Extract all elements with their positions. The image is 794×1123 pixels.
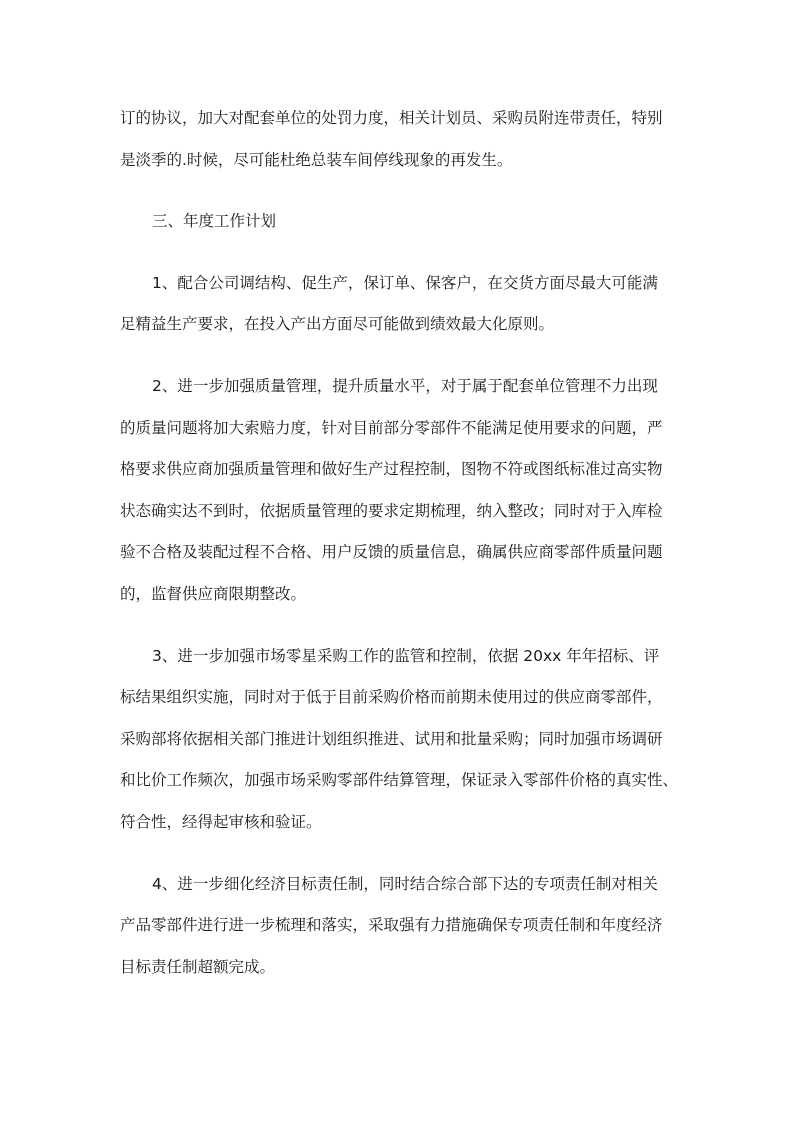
plan-item-3-line: 3、进一步加强市场零星采购工作的监管和控制，依据 20xx 年年招标、评 — [152, 647, 660, 665]
plan-item-3-line: 符合性，经得起审核和验证。 — [120, 813, 322, 831]
plan-item-3-line: 和比价工作频次，加强市场采购零部件结算管理，保证录入零部件价格的真实性、 — [120, 771, 679, 789]
section-heading: 三、年度工作计划 — [152, 212, 277, 230]
paragraph-line: 订的协议，加大对配套单位的处罚力度，相关计划员、采购员附连带责任，特别 — [120, 109, 663, 127]
paragraph-line: 是淡季的.时候，尽可能杜绝总装车间停线现象的再发生。 — [120, 151, 513, 169]
plan-item-4-line: 产品零部件进行进一步梳理和落实，采取强有力措施确保专项责任制和年度经济 — [120, 916, 663, 934]
plan-item-3-line: 标结果组织实施，同时对于低于目前采购价格而前期未使用过的供应商零部件， — [120, 688, 663, 706]
plan-item-2-line: 格要求供应商加强质量管理和做好生产过程控制，图物不符或图纸标准过高实物 — [120, 460, 663, 478]
plan-item-1-line: 足精益生产要求，在投入产出方面尽可能做到绩效最大化原则。 — [120, 315, 555, 333]
plan-item-2-line: 状态确实达不到时，依据质量管理的要求定期梳理，纳入整改；同时对于入库检 — [120, 502, 663, 520]
plan-item-2-line: 2、进一步加强质量管理，提升质量水平，对于属于配套单位管理不力出现 — [152, 377, 658, 395]
plan-item-4-line: 目标责任制超额完成。 — [120, 958, 276, 976]
plan-item-2-line: 的，监督供应商限期整改。 — [120, 585, 307, 603]
plan-item-1-line: 1、配合公司调结构、促生产，保订单、保客户，在交货方面尽最大可能满 — [152, 274, 658, 292]
plan-item-2-line: 的质量问题将加大索赔力度，针对目前部分零部件不能满足使用要求的问题，严 — [120, 419, 663, 437]
plan-item-4-line: 4、进一步细化经济目标责任制，同时结合综合部下达的专项责任制对相关 — [152, 875, 658, 893]
plan-item-2-line: 验不合格及装配过程不合格、用户反馈的质量信息，确属供应商零部件质量问题 — [120, 543, 663, 561]
plan-item-3-line: 采购部将依据相关部门推进计划组织推进、试用和批量采购；同时加强市场调研 — [120, 730, 663, 748]
